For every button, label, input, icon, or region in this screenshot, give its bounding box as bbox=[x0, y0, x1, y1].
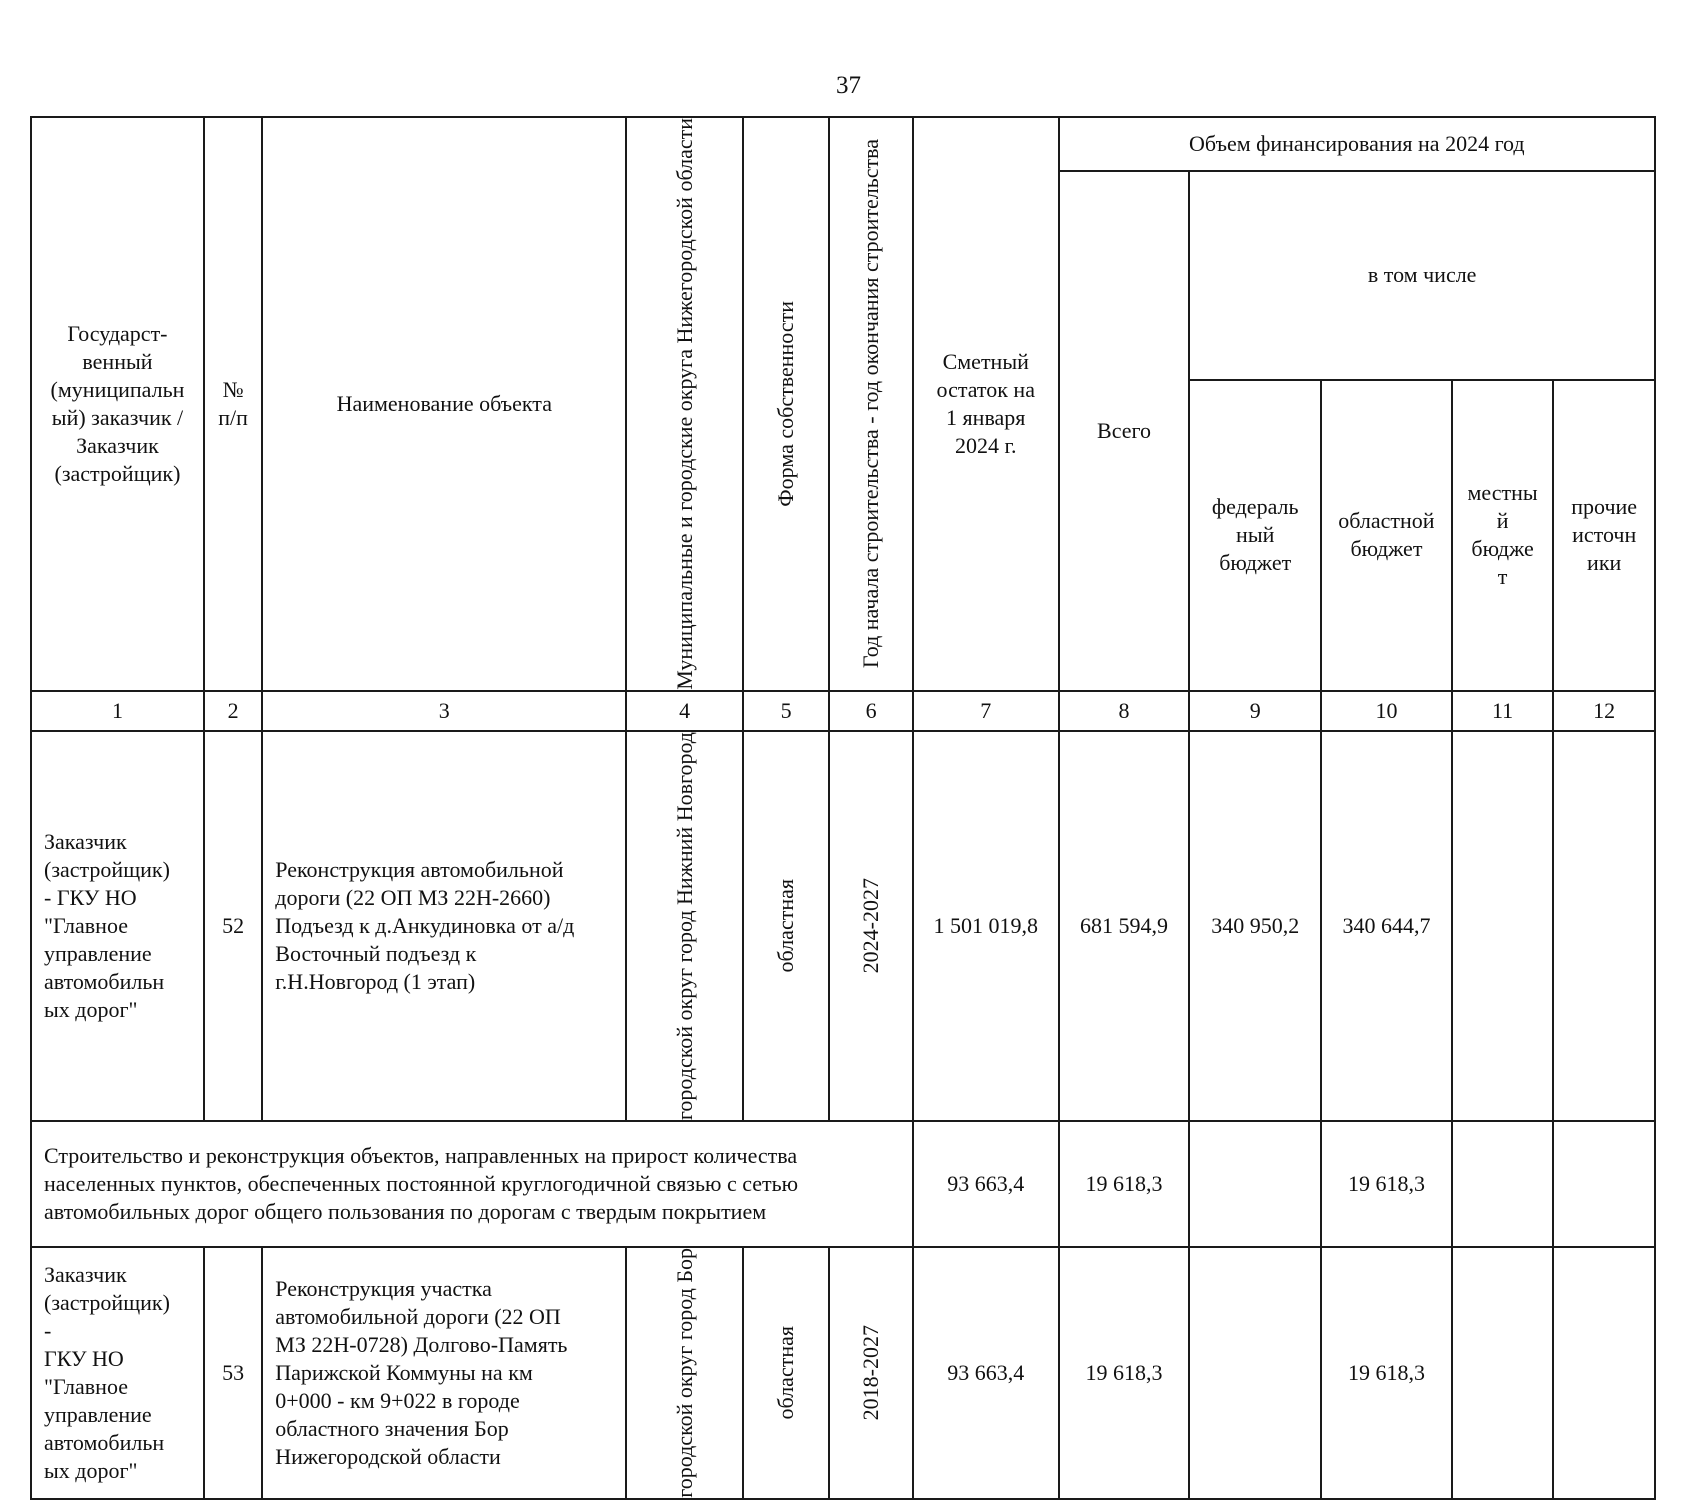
row-years: 2018-2027 bbox=[829, 1247, 912, 1499]
column-number: 3 bbox=[262, 691, 626, 731]
column-number: 7 bbox=[913, 691, 1059, 731]
row-other bbox=[1553, 1247, 1655, 1499]
header-local: местны й бюдже т bbox=[1452, 380, 1554, 691]
row-total: 681 594,9 bbox=[1059, 731, 1190, 1121]
row-total: 19 618,3 bbox=[1059, 1247, 1190, 1499]
header-total: Всего bbox=[1059, 171, 1190, 691]
header-customer: Государст- венный (муниципальн ый) заказчик / Заказчик (застройщик) bbox=[31, 117, 204, 691]
row-customer: Заказчик (застройщик) - ГКУ НО "Главное управление автомобильн ых дорог" bbox=[31, 731, 204, 1121]
section-estimate: 93 663,4 bbox=[913, 1121, 1059, 1247]
column-number: 12 bbox=[1553, 691, 1655, 731]
column-number: 6 bbox=[829, 691, 912, 731]
section-title: Строительство и реконструкция объектов, направленных на прирост количества населенных пунктов, обеспеченных постоянной круглогодичной связью с сетью автомобильных дорог общего пользования по дорогам с твердым покрытием bbox=[31, 1121, 913, 1247]
section-regional: 19 618,3 bbox=[1321, 1121, 1452, 1247]
header-including: в том числе bbox=[1189, 171, 1655, 380]
row-local bbox=[1452, 1247, 1554, 1499]
section-other bbox=[1553, 1121, 1655, 1247]
header-funding: Объем финансирования на 2024 год bbox=[1059, 117, 1655, 171]
header-other: прочие источн ики bbox=[1553, 380, 1655, 691]
row-other bbox=[1553, 731, 1655, 1121]
row-regional: 340 644,7 bbox=[1321, 731, 1452, 1121]
column-number: 10 bbox=[1321, 691, 1452, 731]
column-number: 4 bbox=[626, 691, 743, 731]
column-number: 11 bbox=[1452, 691, 1554, 731]
row-local bbox=[1452, 731, 1554, 1121]
section-local bbox=[1452, 1121, 1554, 1247]
section-row bbox=[31, 1121, 1655, 1247]
row-estimate: 1 501 019,8 bbox=[913, 731, 1059, 1121]
row-federal: 340 950,2 bbox=[1189, 731, 1321, 1121]
row-municipality: городской округ город Нижний Новгород bbox=[626, 731, 743, 1121]
column-number: 9 bbox=[1189, 691, 1321, 731]
header-row-1 bbox=[31, 117, 1655, 171]
row-ownership: областная bbox=[743, 1247, 829, 1499]
row-estimate: 93 663,4 bbox=[913, 1247, 1059, 1499]
row-number: 53 bbox=[204, 1247, 262, 1499]
header-regional: областной бюджет bbox=[1321, 380, 1452, 691]
row-municipality: городской округ город Бор bbox=[626, 1247, 743, 1499]
column-number: 5 bbox=[743, 691, 829, 731]
section-federal bbox=[1189, 1121, 1321, 1247]
column-number: 2 bbox=[204, 691, 262, 731]
page-number: 37 bbox=[836, 72, 861, 99]
row-ownership: областная bbox=[743, 731, 829, 1121]
row-years: 2024-2027 bbox=[829, 731, 912, 1121]
section-total: 19 618,3 bbox=[1059, 1121, 1190, 1247]
row-customer: Заказчик (застройщик) - ГКУ НО "Главное управление автомобильн ых дорог" bbox=[31, 1247, 204, 1499]
table-row bbox=[31, 731, 1655, 1121]
column-number: 1 bbox=[31, 691, 204, 731]
row-federal bbox=[1189, 1247, 1321, 1499]
header-years: Год начала строительства - год окончания строительства bbox=[829, 117, 912, 691]
header-municipality: Муниципальные и городские округа Нижегородской области bbox=[626, 117, 743, 691]
column-numbers-row bbox=[31, 691, 1655, 731]
row-object-name: Реконструкция участка автомобильной дороги (22 ОП МЗ 22Н-0728) Долгово-Память Парижской Коммуны на км 0+000 - км 9+022 в городе областного значения Бор Нижегородской области bbox=[262, 1247, 626, 1499]
financing-table bbox=[30, 116, 1656, 1500]
row-regional: 19 618,3 bbox=[1321, 1247, 1452, 1499]
header-number: № п/п bbox=[204, 117, 262, 691]
header-object-name: Наименование объекта bbox=[262, 117, 626, 691]
header-estimate: Сметный остаток на 1 января 2024 г. bbox=[913, 117, 1059, 691]
table-row bbox=[31, 1247, 1655, 1499]
column-number: 8 bbox=[1059, 691, 1190, 731]
row-number: 52 bbox=[204, 731, 262, 1121]
header-federal: федераль ный бюджет bbox=[1189, 380, 1321, 691]
header-ownership: Форма собственности bbox=[743, 117, 829, 691]
row-object-name: Реконструкция автомобильной дороги (22 ОП МЗ 22Н-2660) Подъезд к д.Анкудиновка от а/д Восточный подъезд к г.Н.Новгород (1 этап) bbox=[262, 731, 626, 1121]
